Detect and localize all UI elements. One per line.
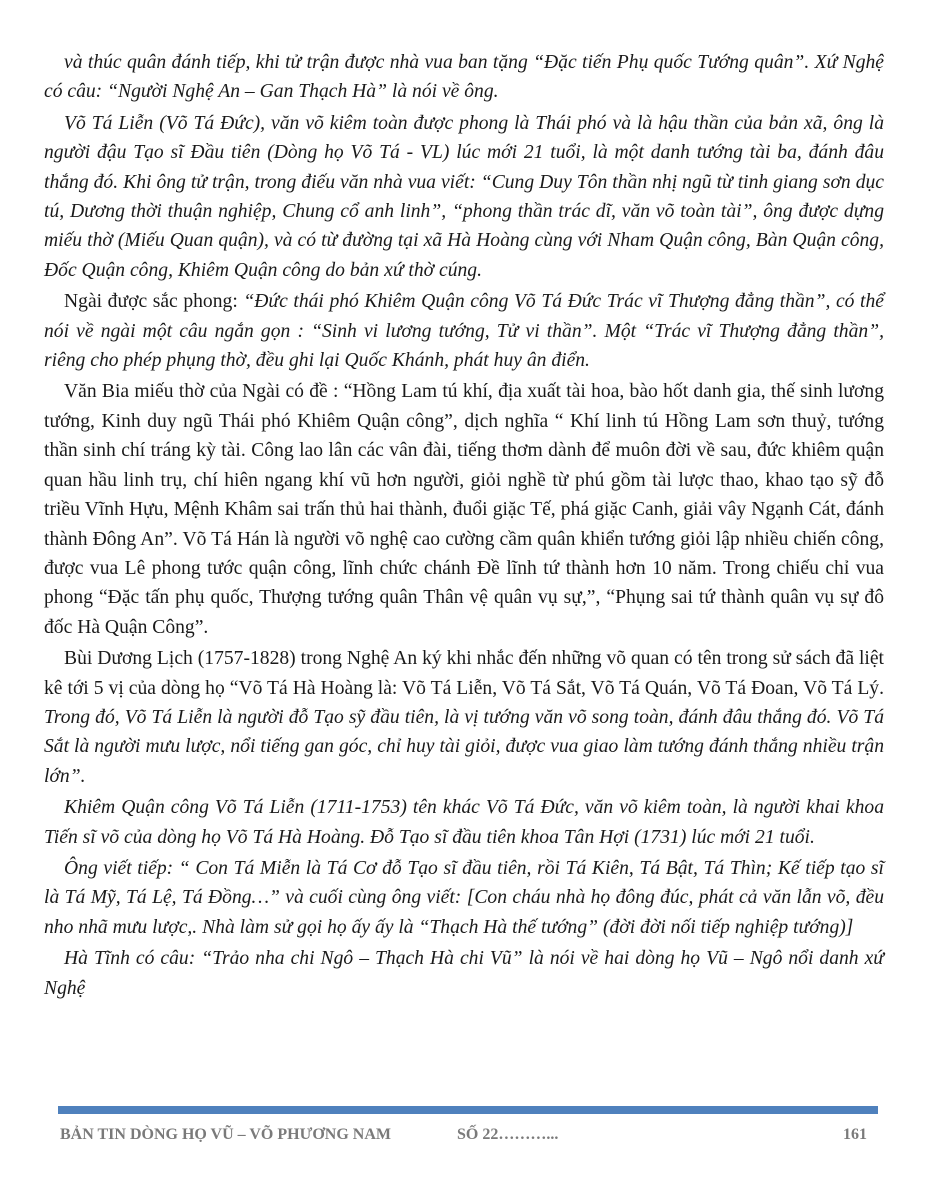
paragraph-6-text: Khiêm Quận công Võ Tá Liễn (1711-1753) tên khác Võ Tá Đức, văn võ kiêm toàn, là người khai khoa Tiến sĩ võ của dòng họ Võ Tá Hà Hoàng. Đỗ Tạo sĩ đầu tiên khoa Tân Hợi (1731) lúc mới 21 tuổi.: [44, 797, 884, 848]
page-body: [44, 48, 884, 1005]
paragraph-5-quote: Trong đó, Võ Tá Liễn là người đỗ Tạo sỹ đầu tiên, là vị tướng văn võ song toàn, đánh đâu thắng đó. Võ Tá Sắt là người mưu lược, nổi tiếng gan góc, chỉ huy tài giỏi, được vua giao làm tướng đánh thắng nhiều trận lớn”.: [44, 706, 884, 787]
paragraph-5-lead: Bùi Dương Lịch (1757-1828) trong Nghệ An ký khi nhắc đến những võ quan có tên trong sử sách đã liệt kê tới 5 vị của dòng họ “Võ Tá Hà Hoàng là: Võ Tá Liễn, Võ Tá Sắt, Võ Tá Quán, Võ Tá Đoan, Võ Tá Lý.: [44, 648, 884, 699]
paragraph-3: [44, 287, 884, 375]
paragraph-7: [44, 854, 884, 942]
paragraph-4-text: Văn Bia miếu thờ của Ngài có đề : “Hồng Lam tú khí, địa xuất tài hoa, bào hốt danh gia, thế sinh lương tướng, Kinh duy ngũ Thái phó Khiêm Quận công”, dịch nghĩa “ Khí linh tú Hồng Lam sơn thuỷ, tướng thần sinh chí tráng kỳ tài. Công lao lân các vân đài, tiếng thơm dành để muôn đời về sau, đức khiêm quận quan hầu linh trụ, chí hiên ngang khí vũ hơn người, giỏi nghề từ phú gồm tài lược thao, khao tạo sỹ đỗ triều Vĩnh Hựu, Mệnh Khâm sai trấn thủ hai thành, đuổi giặc Tế, phá giặc Canh, giải vây Ngạnh Cát, đánh thành Đông An”. Võ Tá Hán là người võ nghệ cao cường cầm quân khiển tướng giỏi lập nhiều chiến công, được vua Lê phong tước quận công, lĩnh chức chánh Đề lĩnh tứ thành hơn 10 năm. Trong chiếu chỉ vua phong “Đặc tấn phụ quốc, Thượng tướng quân Thân vệ quân vụ sự,”, “Phụng sai tứ thành quân vụ sự đô đốc Hà Quận Công”.: [44, 381, 884, 638]
page-number: 161: [843, 1126, 867, 1143]
paragraph-3-quote: “Đức thái phó Khiêm Quận công Võ Tá Đức Trác vĩ Thượng đẳng thần”, có thể nói về ngài một câu ngắn gọn : “Sinh vi lương tướng, Tử vi thần”. Một “Trác vĩ Thượng đẳng thần”, riêng cho phép phụng thờ, đều ghi lại Quốc Khánh, phát huy ân điển.: [44, 291, 884, 372]
paragraph-8-text: Hà Tĩnh có câu: “Trảo nha chi Ngô – Thạch Hà chi Vũ” là nói về hai dòng họ Vũ – Ngô nổi danh xứ Nghệ: [44, 948, 884, 999]
paragraph-8: [44, 944, 884, 1003]
publication-title: BẢN TIN DÒNG HỌ VŨ – VÕ PHƯƠNG NAM: [60, 1126, 391, 1143]
paragraph-1-text: và thúc quân đánh tiếp, khi tử trận được nhà vua ban tặng “Đặc tiến Phụ quốc Tướng quân”. Xứ Nghệ có câu: “Người Nghệ An – Gan Thạch Hà” là nói về ông.: [44, 52, 884, 103]
paragraph-2: [44, 109, 884, 285]
paragraph-5: [44, 644, 884, 791]
paragraph-2-text: Võ Tá Liễn (Võ Tá Đức), văn võ kiêm toàn được phong là Thái phó và là hậu thần của bản xã, ông là người đậu Tạo sĩ Đầu tiên (Dòng họ Võ Tá - VL) lúc mới 21 tuổi, là một danh tướng tài ba, đánh đâu thắng đó. Khi ông tử trận, trong điếu văn nhà vua viết: “Cung Duy Tôn thần nhị ngũ từ tinh giang sơn dục tú, Dương thời thuận nghiệp, Chung cổ anh linh”, “phong thần trác dĩ, văn võ toàn tài”, ông được dựng miếu thờ (Miếu Quan quận), và có từ đường tại xã Hà Hoàng cùng với Nham Quận công, Bàn Quận công, Đốc Quận công, Khiêm Quận công do bản xứ thờ cúng.: [44, 112, 884, 281]
footer-rule: [58, 1106, 878, 1114]
page-footer: [60, 1126, 875, 1150]
paragraph-6: [44, 793, 884, 852]
paragraph-4: [44, 377, 884, 642]
paragraph-3-lead: Ngài được sắc phong:: [64, 291, 244, 313]
paragraph-7-text: Ông viết tiếp: “ Con Tá Miễn là Tá Cơ đỗ Tạo sĩ đầu tiên, rồi Tá Kiên, Tá Bật, Tá Thìn; Kế tiếp tạo sĩ là Tá Mỹ, Tá Lệ, Tá Đồng…” và cuối cùng ông viết: [Con cháu nhà họ đông đúc, phát cả văn lẫn võ, đều nho nhã mưu lược,. Nhà làm sử gọi họ ấy ấy là “Thạch Hà thế tướng” (đời đời nối tiếp nghiệp tướng)]: [44, 857, 884, 938]
issue-number: SỐ 22………...: [457, 1126, 559, 1143]
paragraph-1: [44, 48, 884, 107]
